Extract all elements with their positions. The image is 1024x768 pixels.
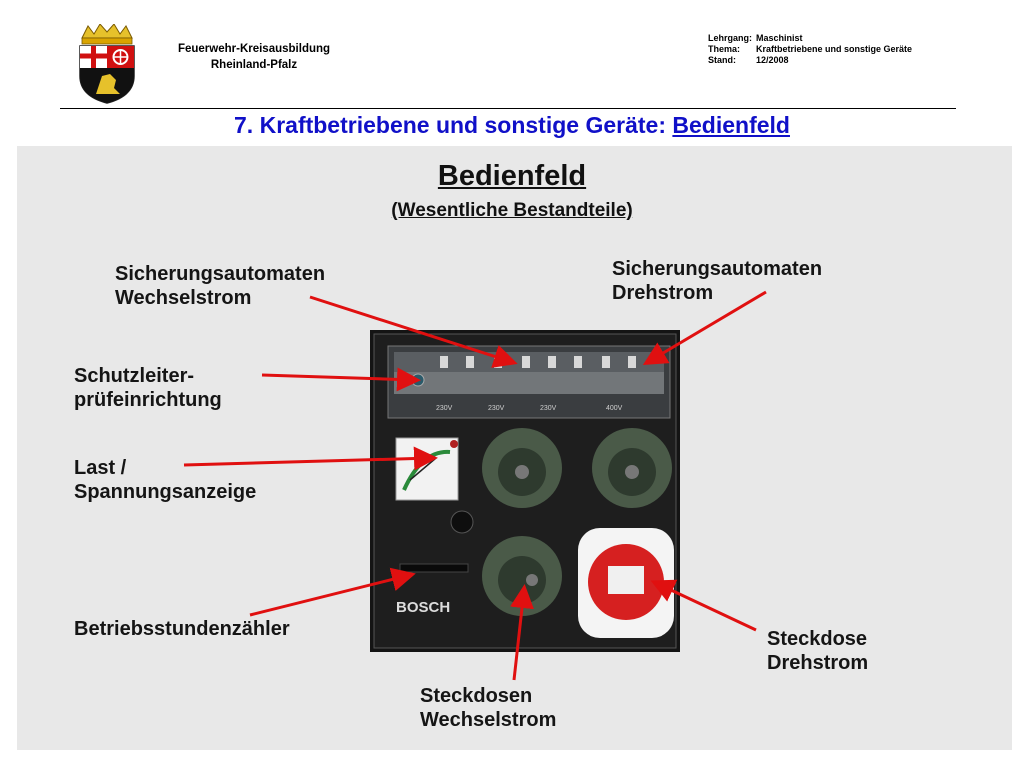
header-divider [60, 108, 956, 109]
label-fuse-ac [115, 262, 325, 310]
label-socket-3ph [767, 627, 868, 675]
label-socket-3ph-line1: Steckdose [767, 628, 868, 650]
meta-value: Kraftbetriebene und sonstige Geräte [756, 44, 913, 54]
meta-row [708, 44, 912, 55]
brand-logo: BOSCH [396, 599, 451, 616]
organization-name [164, 41, 344, 73]
label-fuse-3ph-line2: Drehstrom [612, 282, 714, 304]
slide-title-link[interactable]: Bedienfeld [672, 112, 790, 138]
meta-value: Maschinist [756, 33, 803, 43]
label-pe-test [74, 364, 222, 412]
panel-subheading: (Wesentliche Bestandteile) [391, 200, 633, 221]
label-load-line2: Spannungsanzeige [74, 481, 257, 503]
slide-title-text: 7. Kraftbetriebene und sonstige Geräte: [234, 112, 673, 138]
label-pe-test-line1: Schutzleiter- [74, 365, 195, 387]
label-fuse-3ph [612, 257, 822, 305]
fuse-rating-label: 400V [606, 405, 623, 412]
slide-title [0, 112, 1024, 139]
meta-row [708, 55, 912, 66]
label-load [74, 456, 256, 504]
org-line-2: Rheinland-Pfalz [210, 59, 298, 71]
control-panel-image [370, 330, 680, 652]
rheinland-pfalz-crest-icon [74, 24, 140, 104]
label-socket-3ph-line2: Drehstrom [767, 652, 869, 674]
fuse-rating-label: 230V [488, 405, 505, 412]
panel-heading: Bedienfeld [437, 160, 587, 192]
label-pe-test-line2: prüfeinrichtung [74, 389, 222, 411]
org-line-1: Feuerwehr-Kreisausbildung [177, 43, 331, 55]
meta-row [708, 33, 912, 44]
label-fuse-ac-line2: Wechselstrom [115, 287, 252, 309]
label-fuse-ac-line1: Sicherungsautomaten [115, 263, 326, 285]
label-socket-ac-line1: Steckdosen [420, 685, 533, 707]
meta-key: Stand: [708, 55, 736, 65]
meta-key: Thema: [708, 44, 741, 54]
label-socket-ac [420, 684, 556, 732]
label-hours: Betriebsstundenzähler [74, 618, 290, 640]
meta-value: 12/2008 [756, 55, 789, 65]
meta-key: Lehrgang: [708, 33, 752, 43]
label-fuse-3ph-line1: Sicherungsautomaten [612, 258, 823, 280]
fuse-rating-label: 230V [436, 405, 453, 412]
label-socket-ac-line2: Wechselstrom [420, 709, 557, 731]
course-meta [708, 33, 912, 66]
label-load-line1: Last / [74, 457, 127, 479]
fuse-rating-label: 230V [540, 405, 557, 412]
